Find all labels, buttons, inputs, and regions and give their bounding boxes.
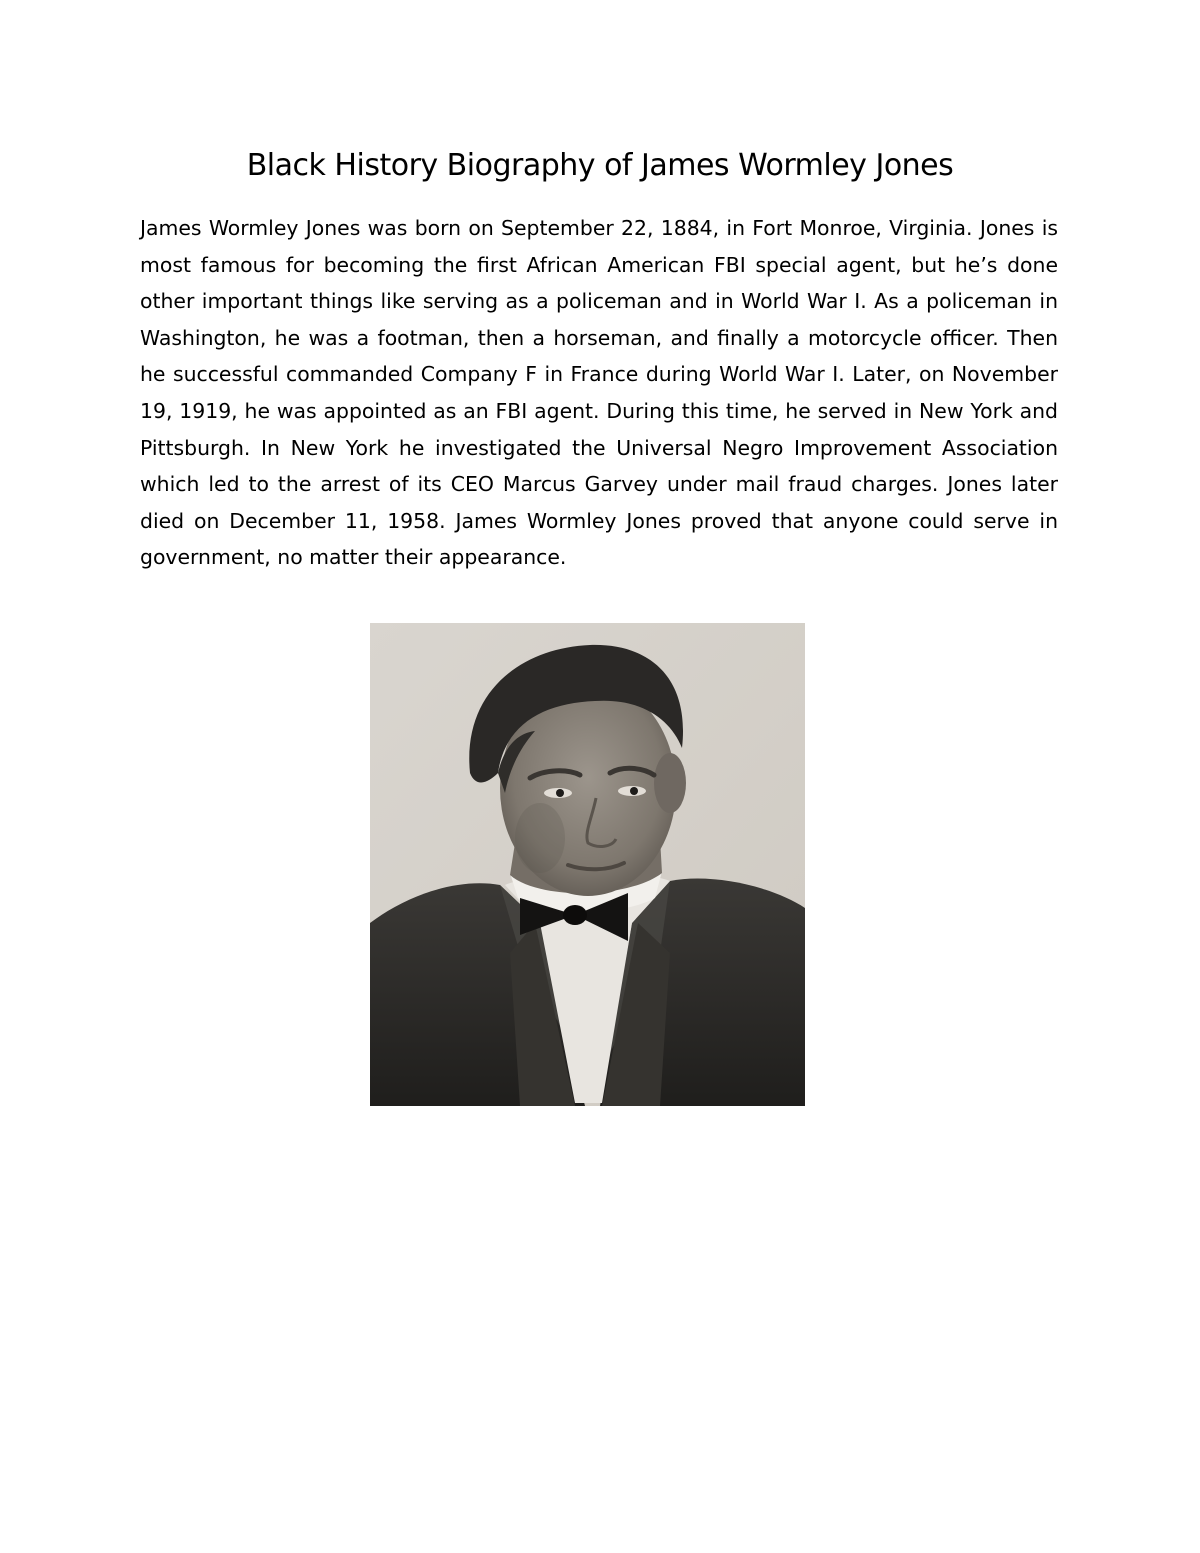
page-title: Black History Biography of James Wormley Jones [246, 148, 954, 183]
biography-paragraph: James Wormley Jones was born on September 22, 1884, in Fort Monroe, Virginia. Jones is most famous for becoming the first African American FBI special agent, but he’s done other important things like serving as a policeman and in World War I. As a policeman in Washington, he was a footman, then a horseman, and finally a motorcycle officer. Then he successful commanded Company F in France during World War I. Later, on November 19, 1919, he was appointed as an FBI agent. During this time, he served in New York and Pittsburgh. In New York he investigated the Universal Negro Improvement Association which led to the arrest of its CEO Marcus Garvey under mail fraud charges. Jones later died on December 11, 1958. James Wormley Jones proved that anyone could serve in government, no matter their appearance. [140, 216, 1058, 570]
portrait-photo [370, 623, 805, 1106]
